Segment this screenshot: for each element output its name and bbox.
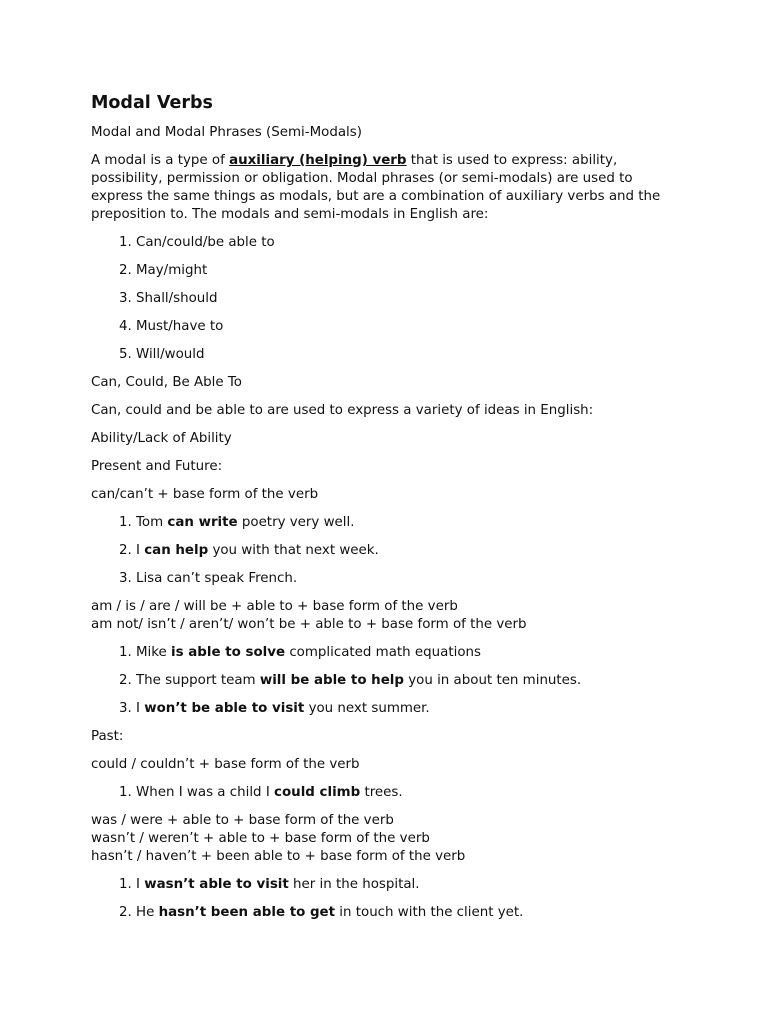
list-item: [136, 644, 681, 662]
example-text: in touch with the client yet.: [335, 905, 524, 920]
example-text: He: [136, 905, 159, 920]
list-item: [136, 514, 681, 532]
example-text: you in about ten minutes.: [403, 673, 582, 688]
rule-could: could / couldn’t + base form of the verb: [91, 757, 360, 772]
list-item: 1. Can/could/be able to: [136, 234, 681, 252]
example-text: I: [136, 543, 145, 558]
rule-be-able-positive: am / is / are / will be + able to + base form of the verb: [91, 599, 458, 614]
past-rules: [91, 812, 681, 866]
can-examples-list: [91, 514, 681, 588]
example-text: Mike: [136, 645, 172, 660]
list-item: [136, 672, 681, 690]
list-item: 5. Will/would: [136, 346, 681, 364]
page-title: Modal Verbs: [91, 93, 213, 113]
list-item: 2. May/might: [136, 262, 681, 280]
example-emphasis: won’t be able to visit: [144, 701, 305, 716]
ability-heading: Ability/Lack of Ability: [91, 431, 232, 446]
present-future-heading: Present and Future:: [91, 459, 223, 474]
list-item: [136, 542, 681, 560]
rule-can: can/can’t + base form of the verb: [91, 487, 319, 502]
example-emphasis: can write: [167, 515, 238, 530]
rule-past-negative: wasn’t / weren’t + able to + base form of the verb: [91, 831, 430, 846]
rule-be-able-negative: am not/ isn’t / aren’t/ won’t be + able to + base form of the verb: [91, 617, 527, 632]
example-text: trees.: [360, 785, 403, 800]
subtitle: Modal and Modal Phrases (Semi-Modals): [91, 125, 362, 140]
list-item: [136, 700, 681, 718]
rule-past-perfect: hasn’t / haven’t + been able to + base form of the verb: [91, 849, 466, 864]
example-emphasis: is able to solve: [171, 645, 286, 660]
document-content: [91, 92, 681, 932]
example-text: I: [136, 877, 145, 892]
modals-list: [91, 234, 681, 364]
list-item: [136, 784, 681, 802]
example-text: Tom: [136, 515, 168, 530]
example-emphasis: could climb: [274, 785, 361, 800]
example-text: When I was a child I: [136, 785, 275, 800]
example-text: The support team: [136, 673, 260, 688]
example-emphasis: will be able to help: [259, 673, 404, 688]
example-text: poetry very well.: [237, 515, 355, 530]
section-intro: Can, could and be able to are used to express a variety of ideas in English:: [91, 403, 594, 418]
example-emphasis: wasn’t able to visit: [144, 877, 289, 892]
example-text: you with that next week.: [208, 543, 379, 558]
example-emphasis: can help: [144, 543, 209, 558]
auxiliary-verb-link[interactable]: auxiliary (helping) verb: [229, 153, 407, 168]
list-item: 4. Must/have to: [136, 318, 681, 336]
intro-text-end: that is used to express: ability, possibility, permission or obligation. Modal phrases (or semi-modals) are used to express the same things as modals, but are a combination of auxiliary verbs and the preposition to. The modals and semi-modals in English are:: [91, 153, 661, 222]
past-heading: Past:: [91, 729, 124, 744]
section-heading: Can, Could, Be Able To: [91, 375, 242, 390]
example-text: you next summer.: [304, 701, 430, 716]
rule-past-positive: was / were + able to + base form of the verb: [91, 813, 394, 828]
example-emphasis: hasn’t been able to get: [158, 905, 336, 920]
list-item: [136, 570, 681, 588]
be-able-rules: [91, 598, 681, 634]
be-able-examples-list: [91, 644, 681, 718]
example-text: complicated math equations: [285, 645, 481, 660]
could-examples-list: [91, 784, 681, 802]
example-text: Lisa can’t speak French.: [136, 571, 298, 586]
list-item: 3. Shall/should: [136, 290, 681, 308]
example-text: I: [136, 701, 145, 716]
past-examples-list: [91, 876, 681, 922]
intro-text-start: A modal is a type of: [91, 153, 230, 168]
list-item: [136, 904, 681, 922]
list-item: [136, 876, 681, 894]
intro-paragraph: [91, 152, 681, 224]
example-text: her in the hospital.: [288, 877, 420, 892]
